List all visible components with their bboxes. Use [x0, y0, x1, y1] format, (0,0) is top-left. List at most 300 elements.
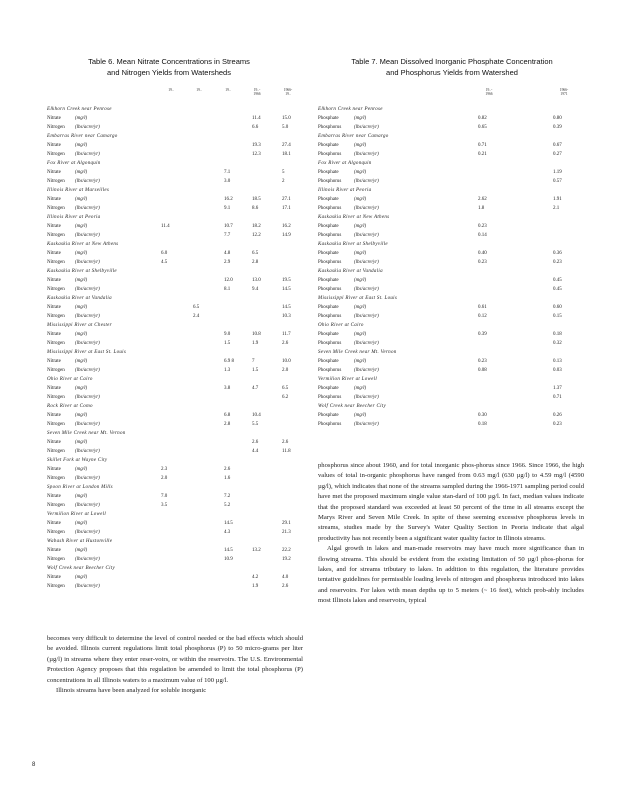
- unit-label: (mg/l): [354, 116, 367, 121]
- table-cell: 2.62: [478, 197, 487, 202]
- parameter-label: Nitrate: [47, 143, 61, 148]
- table-row: [47, 519, 303, 528]
- table-cell: 10.3: [282, 314, 291, 319]
- site-name: Mississippi River at East St. Louis: [318, 296, 398, 301]
- parameter-label: Phosphorus: [318, 341, 342, 346]
- unit-label: (mg/l): [75, 332, 88, 337]
- table-row: [318, 222, 583, 231]
- table7-title-line2: and Phosphorus Yields from Watershed: [386, 68, 518, 77]
- parameter-label: Nitrate: [47, 359, 61, 364]
- site-name: Spoon River at London Mills: [47, 485, 113, 490]
- table-cell: 1.6: [224, 476, 231, 481]
- table-cell: 2.0: [161, 476, 168, 481]
- table-cell: 0.30: [478, 413, 487, 418]
- parameter-label: Nitrogen: [47, 557, 65, 562]
- unit-label: (mg/l): [75, 386, 88, 391]
- unit-label: (mg/l): [75, 359, 88, 364]
- site-name: Kaskaskia River at New Athens: [318, 215, 390, 220]
- table-cell: 0.32: [553, 341, 562, 346]
- table-cell: 22.2: [282, 548, 291, 553]
- table-cell: 27.4: [282, 143, 291, 148]
- table-row: [47, 555, 303, 564]
- table-cell: 7.2: [224, 494, 231, 499]
- table-cell: 0.39: [478, 332, 487, 337]
- table-row: [318, 168, 583, 177]
- unit-label: (lbs/acre/yr): [354, 395, 379, 400]
- table-site-row: [318, 375, 583, 384]
- table-row: [47, 573, 303, 582]
- table-row: [47, 330, 303, 339]
- table-cell: 4.3: [224, 530, 231, 535]
- unit-label: (lbs/acre/yr): [75, 584, 100, 589]
- table-cell: 8.1: [224, 287, 231, 292]
- parameter-label: Nitrate: [47, 494, 61, 499]
- table-row: [47, 528, 303, 537]
- table-row: [318, 357, 583, 366]
- table-row: [318, 249, 583, 258]
- parameter-label: Phosphorus: [318, 368, 342, 373]
- unit-label: (lbs/acre/yr): [354, 233, 379, 238]
- table6-col-header: 19..- 1966: [253, 88, 261, 96]
- unit-label: (lbs/acre/yr): [354, 314, 379, 319]
- table-row: [318, 258, 583, 267]
- unit-label: (mg/l): [354, 278, 367, 283]
- table-cell: 11.4: [161, 224, 170, 229]
- parameter-label: Phosphorus: [318, 125, 342, 130]
- table-site-row: [47, 132, 303, 141]
- table-cell: 0.18: [553, 332, 562, 337]
- site-name: Mississippi River at Chester: [47, 323, 112, 328]
- unit-label: (mg/l): [354, 386, 367, 391]
- table-cell: 12.0: [224, 278, 233, 283]
- table6-title-line2: and Nitrogen Yields from Watersheds: [107, 68, 231, 77]
- unit-label: (lbs/acre/yr): [354, 206, 379, 211]
- parameter-label: Nitrogen: [47, 368, 65, 373]
- table-cell: 0.40: [478, 251, 487, 256]
- parameter-label: Nitrogen: [47, 449, 65, 454]
- table-cell: 5: [282, 170, 285, 175]
- unit-label: (lbs/acre/yr): [75, 503, 100, 508]
- unit-label: (lbs/acre/yr): [75, 125, 100, 130]
- parameter-label: Phosphate: [318, 170, 339, 175]
- table-cell: 0.23: [553, 422, 562, 427]
- parameter-label: Phosphorus: [318, 260, 342, 265]
- table-row: [47, 357, 303, 366]
- table-cell: 0.36: [553, 251, 562, 256]
- parameter-label: Nitrate: [47, 413, 61, 418]
- site-name: Kaskaskia River at Vandalia: [47, 296, 112, 301]
- unit-label: (mg/l): [75, 467, 88, 472]
- table-cell: 2.6: [282, 440, 289, 445]
- table6-col-header: 1966- 19..: [283, 88, 293, 96]
- table-cell: 4.4: [252, 449, 259, 454]
- parameter-label: Phosphorus: [318, 206, 342, 211]
- unit-label: (mg/l): [75, 170, 88, 175]
- table-row: [47, 474, 303, 483]
- table-cell: 17.1: [282, 206, 291, 211]
- unit-label: (lbs/acre/yr): [75, 179, 100, 184]
- site-name: Elkhorn Creek near Penrose: [47, 107, 112, 112]
- table-cell: 11.4: [252, 116, 261, 121]
- table-cell: 3.0: [224, 179, 231, 184]
- unit-label: (lbs/acre/yr): [75, 233, 100, 238]
- unit-label: (lbs/acre/yr): [75, 341, 100, 346]
- parameter-label: Phosphorus: [318, 287, 342, 292]
- table-site-row: [318, 213, 583, 222]
- table-cell: 1.8: [478, 206, 485, 211]
- paragraph: Algal growth in lakes and man-made reservoirs may have much more significance than in flowing streams. This should be evident from the existing limitation of 50 µg/l phos-phorus for lakes, and for streams tributary to lakes. In addition to this regulation, the literature provides tentative guidelines for permissible loading levels of nitrogen and phosphorus introduced into lakes and reservoirs. For lakes with mean depths up to 5 meters (~ 16 feet), which prob-ably includes most Illinois lakes and reservoirs, typical: [318, 545, 584, 605]
- parameter-label: Nitrate: [47, 197, 61, 202]
- table-site-row: [318, 348, 583, 357]
- table-row: [47, 249, 303, 258]
- table-cell: 16.2: [282, 224, 291, 229]
- table-site-row: [318, 294, 583, 303]
- parameter-label: Phosphate: [318, 278, 339, 283]
- table-cell: 0.13: [553, 359, 562, 364]
- table-row: [47, 195, 303, 204]
- table-cell: 3.8: [224, 386, 231, 391]
- parameter-label: Nitrate: [47, 278, 61, 283]
- site-name: Ohio River at Cairo: [318, 323, 364, 328]
- table-cell: 3.5: [161, 503, 168, 508]
- table6-title: [40, 56, 298, 78]
- table-row: [47, 204, 303, 213]
- paragraph: phosphorus since about 1960, and for total inorganic phos-phorus since 1966. Since 1966, the high values of total in-organic phosphorus have ranged from 0.63 mg/l (630 µg/l) to 4.59 mg/l (4590 µg/l), which indicates that none of the streams sampled during the 1966-1971 sampling period could have met the proposed maximum single value stan-dard of 100 µg/l. In fact, median values indicate that the proposed standard was exceeded at least 50 percent of the time in all streams except the Marys River and Seven Mile Creek. In spite of these seeming excessive phosphorus levels in streams, studies made by the Survey's Water Quality Section in Peoria indicate that algal productivity has not recently been a significant water quality factor in Illinois streams.: [318, 462, 584, 542]
- table-cell: 2.6: [282, 584, 289, 589]
- table-cell: 0.03: [553, 368, 562, 373]
- unit-label: (mg/l): [75, 143, 88, 148]
- unit-label: (mg/l): [75, 305, 88, 310]
- table-site-row: [318, 132, 583, 141]
- table-cell: 0.14: [478, 233, 487, 238]
- table-cell: 0.27: [553, 152, 562, 157]
- page-number: 8: [32, 762, 36, 768]
- table-cell: 1.9: [252, 341, 259, 346]
- table-cell: 2: [282, 179, 285, 184]
- site-name: Elkhorn Creek near Penrose: [318, 107, 383, 112]
- unit-label: (lbs/acre/yr): [354, 287, 379, 292]
- table-cell: 9.1: [224, 206, 231, 211]
- table-cell: 19.2: [282, 557, 291, 562]
- site-name: Embarras River near Camargo: [47, 134, 118, 139]
- table-row: [47, 231, 303, 240]
- parameter-label: Nitrogen: [47, 233, 65, 238]
- unit-label: (mg/l): [354, 359, 367, 364]
- table-site-row: [47, 402, 303, 411]
- table-row: [47, 339, 303, 348]
- parameter-label: Nitrate: [47, 224, 61, 229]
- table-cell: 10.7: [224, 224, 233, 229]
- table-site-row: [47, 321, 303, 330]
- table-row: [318, 231, 583, 240]
- table-cell: 8.6: [252, 206, 259, 211]
- table-cell: 18.1: [282, 152, 291, 157]
- parameter-label: Nitrogen: [47, 395, 65, 400]
- unit-label: (lbs/acre/yr): [75, 395, 100, 400]
- table-cell: 1.91: [553, 197, 562, 202]
- table-cell: 6.8: [224, 413, 231, 418]
- table-site-row: [47, 213, 303, 222]
- table7-col-header: 1966- 1971: [559, 88, 569, 96]
- table-row: [318, 393, 583, 402]
- table-site-row: [47, 294, 303, 303]
- parameter-label: Nitrate: [47, 440, 61, 445]
- table-row: [318, 123, 583, 132]
- table-row: [47, 420, 303, 429]
- table-cell: 0.23: [478, 224, 487, 229]
- parameter-label: Phosphorus: [318, 395, 342, 400]
- parameter-label: Phosphorus: [318, 422, 342, 427]
- parameter-label: Phosphate: [318, 224, 339, 229]
- site-name: Wabash River at Hustonville: [47, 539, 113, 544]
- table6-col-header: 19..: [168, 88, 174, 92]
- table-cell: 0.80: [553, 116, 562, 121]
- table-cell: 2.8: [252, 260, 259, 265]
- table-cell: 18.2: [252, 224, 261, 229]
- table-site-row: [318, 402, 583, 411]
- unit-label: (mg/l): [354, 332, 367, 337]
- table-cell: 0.71: [553, 395, 562, 400]
- table-cell: 6.0: [161, 251, 168, 256]
- parameter-label: Phosphorus: [318, 233, 342, 238]
- parameter-label: Phosphate: [318, 386, 339, 391]
- table-cell: 6.5: [282, 386, 289, 391]
- table-row: [318, 141, 583, 150]
- table-cell: 10.9: [224, 557, 233, 562]
- table-site-row: [47, 267, 303, 276]
- table7-body: [318, 105, 583, 429]
- table-cell: 11.7: [282, 332, 291, 337]
- unit-label: (lbs/acre/yr): [75, 368, 100, 373]
- table-row: [47, 501, 303, 510]
- unit-label: (lbs/acre/yr): [75, 206, 100, 211]
- parameter-label: Phosphate: [318, 305, 339, 310]
- table-cell: 0.57: [553, 179, 562, 184]
- table-site-row: [47, 186, 303, 195]
- paragraph: becomes very difficult to determine the level of control needed or the bad effects which should be avoided. Illinois current regulations limit total phosphorus (P) to 50 micro-grams per liter (µg/l) in streams where they enter reser-voirs, or within the reservoirs. The U.S. Environmental Protection Agency proposes that this regulation be amended to limit the total phosphorus (P) concentrations in all Illinois waters to a maximum value of 100 µg/l.: [47, 635, 303, 684]
- table-site-row: [47, 348, 303, 357]
- table-cell: 29.1: [282, 521, 291, 526]
- site-name: Kaskaskia River at Shelbyville: [318, 242, 388, 247]
- site-name: Wolf Creek near Beecher City: [318, 404, 387, 409]
- table7-title: [318, 56, 586, 78]
- table-cell: 21.3: [282, 530, 291, 535]
- table-cell: 4.7: [252, 386, 259, 391]
- table-cell: 13.2: [252, 548, 261, 553]
- table-site-row: [47, 429, 303, 438]
- table-cell: 6.6: [252, 125, 259, 130]
- table-cell: 0.23: [478, 260, 487, 265]
- parameter-label: Phosphorus: [318, 152, 342, 157]
- table-row: [47, 285, 303, 294]
- site-name: Ohio River at Cairo: [47, 377, 93, 382]
- table-cell: 10.4: [252, 413, 261, 418]
- table-row: [47, 141, 303, 150]
- table-row: [318, 177, 583, 186]
- table-cell: 7: [252, 359, 255, 364]
- table-cell: 11.8: [282, 449, 291, 454]
- unit-label: (mg/l): [75, 521, 88, 526]
- unit-label: (lbs/acre/yr): [75, 449, 100, 454]
- table-row: [47, 114, 303, 123]
- unit-label: (lbs/acre/yr): [354, 341, 379, 346]
- table-cell: 9.0: [224, 332, 231, 337]
- table-row: [318, 285, 583, 294]
- table-row: [318, 114, 583, 123]
- table-row: [47, 150, 303, 159]
- table-cell: 6.5: [193, 305, 200, 310]
- parameter-label: Phosphate: [318, 251, 339, 256]
- table-cell: 0.61: [478, 305, 487, 310]
- table-site-row: [47, 456, 303, 465]
- parameter-label: Nitrogen: [47, 287, 65, 292]
- table-cell: 5.2: [224, 503, 231, 508]
- table-site-row: [318, 186, 583, 195]
- table-cell: 14.5: [224, 548, 233, 553]
- unit-label: (mg/l): [354, 251, 367, 256]
- table-cell: 2.6: [252, 440, 259, 445]
- table-cell: 14.5: [282, 305, 291, 310]
- unit-label: (lbs/acre/yr): [354, 125, 379, 130]
- parameter-label: Nitrogen: [47, 314, 65, 319]
- table-cell: 4.0: [282, 575, 289, 580]
- table-row: [47, 177, 303, 186]
- parameter-label: Nitrate: [47, 386, 61, 391]
- table-cell: 0.39: [553, 125, 562, 130]
- site-name: Illinois River at Peoria: [318, 188, 372, 193]
- table-site-row: [318, 240, 583, 249]
- table-cell: 14.5: [224, 521, 233, 526]
- parameter-label: Nitrogen: [47, 152, 65, 157]
- parameter-label: Nitrate: [47, 332, 61, 337]
- parameter-label: Nitrogen: [47, 260, 65, 265]
- table-cell: 18.5: [252, 197, 261, 202]
- parameter-label: Nitrogen: [47, 341, 65, 346]
- parameter-label: Nitrate: [47, 170, 61, 175]
- table-cell: 5.0: [282, 125, 289, 130]
- table6-col-header: 19..: [196, 88, 202, 92]
- table-cell: 0.67: [553, 143, 562, 148]
- table-site-row: [47, 510, 303, 519]
- table-cell: 6.9 8: [224, 359, 234, 364]
- table-cell: 0.18: [478, 422, 487, 427]
- unit-label: (mg/l): [75, 251, 88, 256]
- table-row: [318, 366, 583, 375]
- unit-label: (mg/l): [75, 494, 88, 499]
- unit-label: (mg/l): [354, 170, 367, 175]
- table-row: [47, 258, 303, 267]
- table-cell: 4.5: [161, 260, 168, 265]
- unit-label: (lbs/acre/yr): [75, 422, 100, 427]
- table-cell: 2.0: [282, 368, 289, 373]
- site-name: Fox River at Algonquin: [318, 161, 372, 166]
- parameter-label: Nitrogen: [47, 584, 65, 589]
- unit-label: (lbs/acre/yr): [75, 260, 100, 265]
- table-row: [318, 150, 583, 159]
- table7-header: [300, 88, 600, 100]
- table-row: [318, 204, 583, 213]
- table-site-row: [47, 375, 303, 384]
- table-site-row: [47, 240, 303, 249]
- table-cell: 0.21: [478, 152, 487, 157]
- table-cell: 0.82: [478, 116, 487, 121]
- table-cell: 14.5: [282, 287, 291, 292]
- table-cell: 4.2: [252, 575, 259, 580]
- table-cell: 2.1: [553, 206, 560, 211]
- parameter-label: Nitrogen: [47, 179, 65, 184]
- table-cell: 2.9: [224, 260, 231, 265]
- table-cell: 5.5: [252, 422, 259, 427]
- table6-body: [47, 105, 303, 591]
- table-cell: 2.8: [224, 422, 231, 427]
- table-cell: 15.0: [282, 116, 291, 121]
- table7-title-line1: Table 7. Mean Dissolved Inorganic Phosphate Concentration: [351, 57, 553, 66]
- table-cell: 7.7: [224, 233, 231, 238]
- site-name: Seven Mile Creek near Mt. Vernon: [47, 431, 126, 436]
- site-name: Skillet Fork at Wayne City: [47, 458, 108, 463]
- table-row: [47, 546, 303, 555]
- table-row: [47, 384, 303, 393]
- table-cell: 0.08: [478, 368, 487, 373]
- table-cell: 0.23: [553, 260, 562, 265]
- site-name: Illinois River at Marseilles: [47, 188, 110, 193]
- table-cell: 9.4: [252, 287, 259, 292]
- site-name: Kaskaskia River at New Athens: [47, 242, 119, 247]
- table-site-row: [47, 564, 303, 573]
- site-name: Fox River at Algonquin: [47, 161, 101, 166]
- table6-title-line1: Table 6. Mean Nitrate Concentrations in Streams: [88, 57, 250, 66]
- table-cell: 4.8: [224, 251, 231, 256]
- right-column-text: [318, 461, 584, 607]
- table-row: [47, 582, 303, 591]
- table-cell: 0.15: [553, 314, 562, 319]
- site-name: Seven Mile Creek near Mt. Vernon: [318, 350, 397, 355]
- table-row: [47, 276, 303, 285]
- table-row: [47, 393, 303, 402]
- table-row: [47, 465, 303, 474]
- site-name: Kaskaskia River at Vandalia: [318, 269, 383, 274]
- table-site-row: [47, 159, 303, 168]
- site-name: Rock River at Como: [47, 404, 93, 409]
- table-cell: 2.6: [224, 467, 231, 472]
- parameter-label: Nitrate: [47, 251, 61, 256]
- table-cell: 2.3: [161, 467, 168, 472]
- parameter-label: Nitrogen: [47, 530, 65, 535]
- unit-label: (lbs/acre/yr): [354, 152, 379, 157]
- table-cell: 10.0: [282, 359, 291, 364]
- unit-label: (lbs/acre/yr): [354, 260, 379, 265]
- unit-label: (lbs/acre/yr): [75, 314, 100, 319]
- parameter-label: Nitrate: [47, 575, 61, 580]
- parameter-label: Phosphate: [318, 332, 339, 337]
- table-row: [47, 123, 303, 132]
- table-row: [318, 276, 583, 285]
- table-row: [47, 222, 303, 231]
- table-cell: 27.1: [282, 197, 291, 202]
- table-cell: 0.60: [553, 305, 562, 310]
- table-cell: 10.8: [252, 332, 261, 337]
- table-row: [47, 312, 303, 321]
- paragraph: Illinois streams have been analyzed for soluble inorganic: [56, 687, 207, 695]
- unit-label: (lbs/acre/yr): [75, 287, 100, 292]
- table-row: [47, 492, 303, 501]
- unit-label: (mg/l): [75, 575, 88, 580]
- unit-label: (mg/l): [354, 305, 367, 310]
- table-site-row: [47, 105, 303, 114]
- table-cell: 1.5: [224, 341, 231, 346]
- site-name: Mississippi River at East St. Louis: [47, 350, 127, 355]
- table-row: [318, 384, 583, 393]
